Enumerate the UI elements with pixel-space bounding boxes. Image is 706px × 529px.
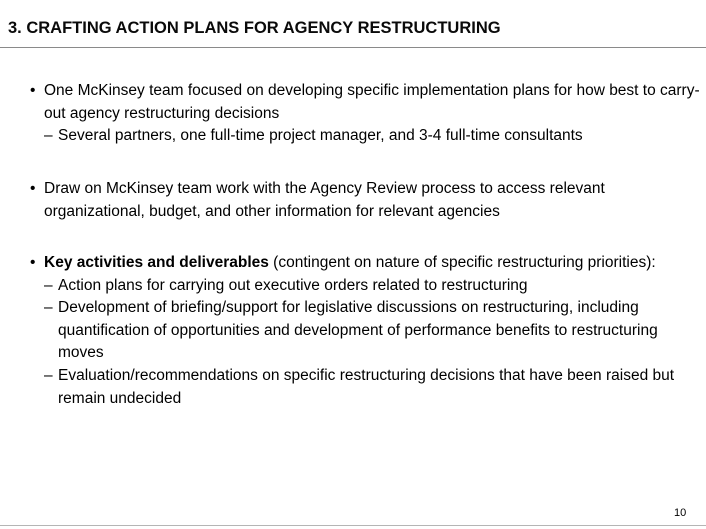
bullet-marker: • [30, 180, 36, 197]
bullet-item-1 [30, 80, 702, 125]
bullet-section-1 [30, 80, 702, 148]
sub-bullet-text: Development of briefing/support for legislative discussions on restructuring, including quantification of opportunities and development of performance benefits to restructuring moves [58, 299, 658, 362]
bullet-item-2 [30, 178, 702, 223]
dash-marker: – [44, 276, 53, 294]
bullet-text: One McKinsey team focused on developing specific implementation plans for how best to carry-out agency restructuring decisions [44, 82, 700, 122]
bullet-text: Draw on McKinsey team work with the Agency Review process to access relevant organizational, budget, and other information for relevant agencies [44, 180, 605, 220]
page-number: 10 [674, 507, 687, 519]
title-divider [0, 47, 706, 48]
bullet-section-3 [30, 252, 702, 410]
dash-marker: – [44, 127, 53, 145]
sub-bullet-text: Evaluation/recommendations on specific restructuring decisions that have been raised but remain undecided [58, 366, 675, 407]
sub-bullet-text: Action plans for carrying out executive orders related to restructuring [58, 276, 528, 294]
sub-bullet-item-3-2 [30, 297, 702, 365]
slide-title: 3. CRAFTING ACTION PLANS FOR AGENCY RESTRUCTURING [8, 19, 501, 37]
bullet-text: (contingent on nature of specific restructuring priorities): [268, 254, 656, 271]
footer-divider [0, 525, 706, 526]
sub-bullet-item-1-1 [30, 125, 702, 148]
sub-bullet-item-3-3 [30, 365, 702, 410]
bullet-marker: • [30, 82, 36, 99]
bullet-item-3 [30, 252, 702, 275]
sub-bullet-item-3-1 [30, 275, 702, 298]
bullet-marker: • [30, 254, 36, 271]
bullet-section-2 [30, 178, 702, 223]
bullet-bold-heading: Key activities and deliverables [44, 254, 269, 271]
dash-marker: – [44, 366, 53, 384]
dash-marker: – [44, 299, 53, 317]
sub-bullet-text: Several partners, one full-time project manager, and 3-4 full-time consultants [58, 127, 583, 145]
